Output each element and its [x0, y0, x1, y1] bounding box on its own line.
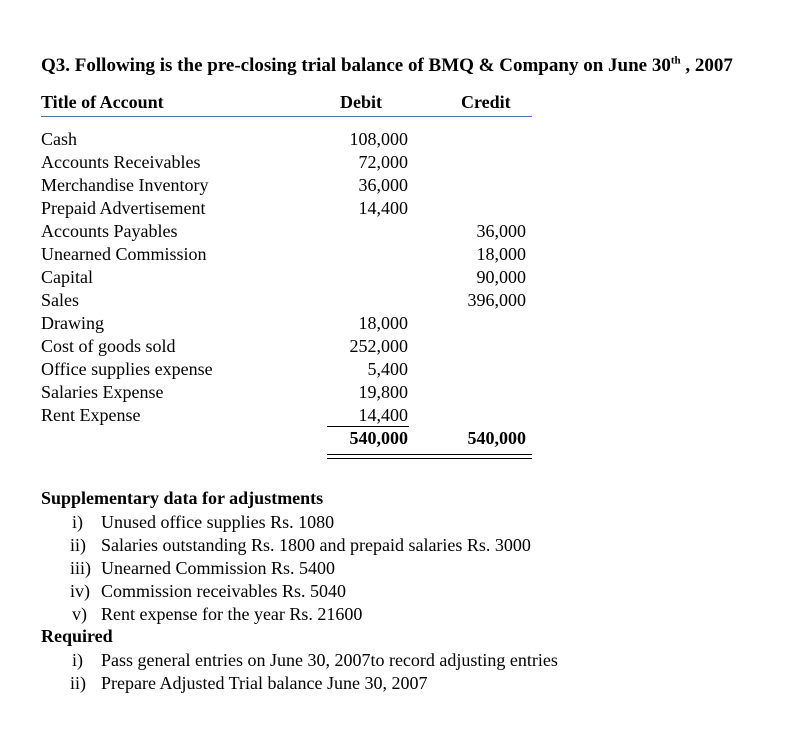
- header-title-of-account: Title of Account: [41, 92, 164, 112]
- item-text: Rent expense for the year Rs. 21600: [101, 604, 363, 624]
- table-row: [0, 381, 560, 404]
- heading-text: Q3. Following is the pre-closing trial balance of BMQ & Company on June 30: [41, 55, 671, 76]
- table-row: [0, 358, 560, 381]
- debit-amount: 108,000: [349, 129, 408, 149]
- item-text: Prepare Adjusted Trial balance June 30, 2007: [101, 673, 428, 693]
- item-number: i): [72, 650, 83, 670]
- item-text: Unused office supplies Rs. 1080: [101, 512, 335, 532]
- question-heading: [41, 55, 733, 77]
- account-name: Accounts Payables: [41, 221, 178, 241]
- item-number: iv): [70, 581, 90, 601]
- debit-amount: 14,400: [358, 405, 408, 425]
- double-rule-top: [327, 454, 532, 455]
- account-name: Office supplies expense: [41, 359, 213, 379]
- table-row: [0, 312, 560, 335]
- table-row: [0, 266, 560, 289]
- table-row: [0, 243, 560, 266]
- item-text: Commission receivables Rs. 5040: [101, 581, 346, 601]
- required-list: [0, 649, 808, 695]
- credit-amount: 36,000: [476, 221, 526, 241]
- heading-superscript: th: [670, 54, 681, 67]
- credit-amount: 396,000: [467, 290, 526, 310]
- account-name: Merchandise Inventory: [41, 175, 209, 195]
- table-row: [0, 335, 560, 358]
- table-row: [0, 197, 560, 220]
- item-number: iii): [70, 558, 91, 578]
- list-item: [0, 534, 808, 557]
- list-item: [0, 580, 808, 603]
- totals-row: [0, 427, 560, 450]
- required-title: Required: [41, 626, 113, 646]
- account-name: Drawing: [41, 313, 104, 333]
- list-item: [0, 649, 808, 672]
- item-number: ii): [70, 673, 86, 693]
- total-credit: 540,000: [467, 428, 526, 448]
- header-rule: [41, 116, 532, 117]
- account-name: Prepaid Advertisement: [41, 198, 206, 218]
- header-debit: Debit: [340, 92, 382, 112]
- supplementary-list: [0, 511, 808, 626]
- total-debit: 540,000: [349, 428, 408, 448]
- list-item: [0, 603, 808, 626]
- debit-amount: 18,000: [358, 313, 408, 333]
- list-item: [0, 511, 808, 534]
- item-text: Unearned Commission Rs. 5400: [101, 558, 335, 578]
- list-item: [0, 672, 808, 695]
- account-name: Cost of goods sold: [41, 336, 176, 356]
- supplementary-title: Supplementary data for adjustments: [41, 488, 324, 508]
- account-name: Accounts Receivables: [41, 152, 201, 172]
- account-name: Unearned Commission: [41, 244, 207, 264]
- heading-year: , 2007: [680, 55, 733, 76]
- header-credit: Credit: [461, 92, 511, 112]
- item-text: Pass general entries on June 30, 2007to record adjusting entries: [101, 650, 558, 670]
- account-name: Cash: [41, 129, 77, 149]
- account-name: Salaries Expense: [41, 382, 164, 402]
- double-rule-bottom: [327, 458, 532, 459]
- table-row: [0, 404, 560, 427]
- debit-amount: 5,400: [367, 359, 408, 379]
- debit-amount: 14,400: [358, 198, 408, 218]
- table-row: [0, 174, 560, 197]
- debit-amount: 19,800: [358, 382, 408, 402]
- item-number: v): [72, 604, 87, 624]
- item-number: ii): [70, 535, 86, 555]
- trial-balance-rows: [0, 128, 560, 427]
- debit-amount: 252,000: [349, 336, 408, 356]
- account-name: Rent Expense: [41, 405, 141, 425]
- table-row: [0, 151, 560, 174]
- item-text: Salaries outstanding Rs. 1800 and prepaid salaries Rs. 3000: [101, 535, 531, 555]
- account-name: Capital: [41, 267, 93, 287]
- account-name: Sales: [41, 290, 79, 310]
- credit-amount: 18,000: [476, 244, 526, 264]
- list-item: [0, 557, 808, 580]
- credit-amount: 90,000: [476, 267, 526, 287]
- table-row: [0, 128, 560, 151]
- table-row: [0, 289, 560, 312]
- debit-amount: 36,000: [358, 175, 408, 195]
- item-number: i): [72, 512, 83, 532]
- table-row: [0, 220, 560, 243]
- debit-amount: 72,000: [358, 152, 408, 172]
